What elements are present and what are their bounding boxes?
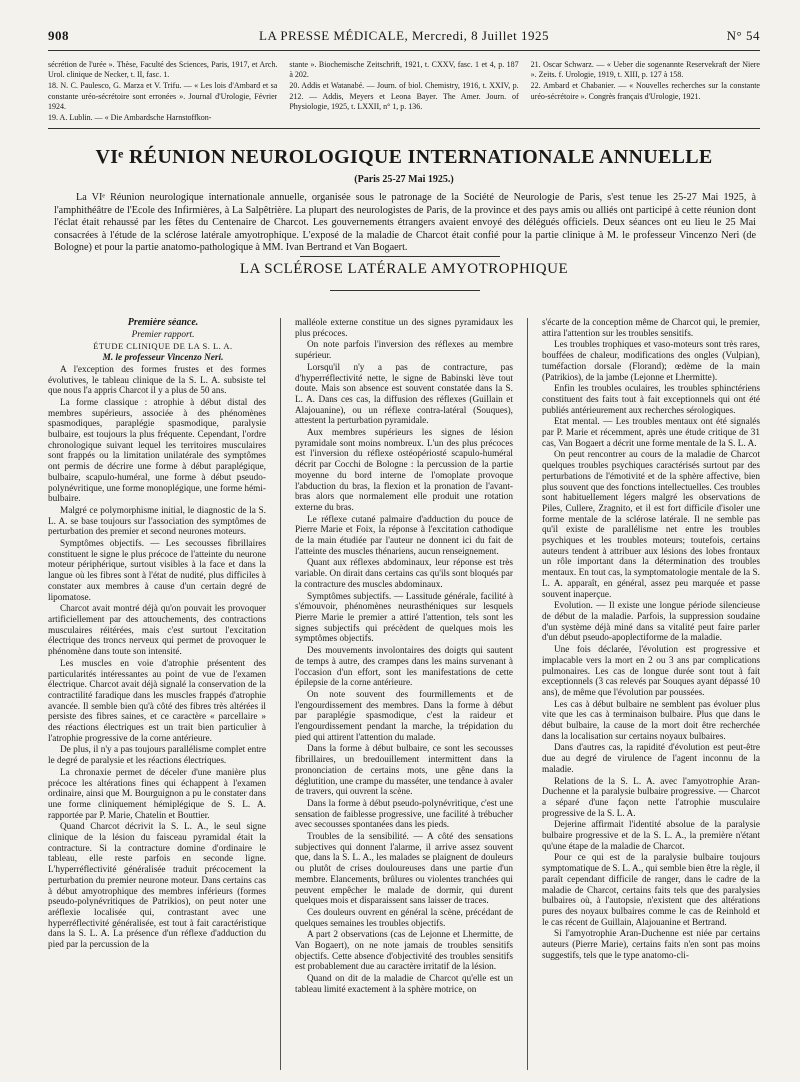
paragraph: Dans d'autres cas, la rapidité d'évolution est peut-être due au degré de virulence de l'agent inconnu de la maladie. [542, 743, 760, 775]
paragraph: Ces douleurs ouvrent en général la scène, précédant de quelques semaines les troubles objectifs. [295, 907, 513, 929]
rapport-heading: Premier rapport. [131, 329, 195, 340]
article-intro: La VIᵉ Réunion neurologique internationale annuelle, organisée sous le patronage de la Société de Neurologie de Paris, s'est tenue les 25-27 Mai 1925, à l'amphithéâtre de l'Ecole des Infirmières, à La Salpêtrière. La plupart des neurologistes de Paris, de la province et des pays amis ou alliés ont participé à cette réunion dont l'éclat était rehaussé par les fêtes du Centenaire de Charcot. Les gouvernements étrangers avaient envoyé des délégués officiels. Deux séances ont eu lieu le 25 Mai consacrées à l'étude de la sclérose latérale amyotrophique. L'exposé de la maladie de Charcot était confié pour la partie clinique à M. le professeur Vincenzo Neri (de Bologne) et pour la partie anatomo-pathologique à MM. Ivan Bertrand et Van Bogaert. [54, 192, 756, 254]
paragraph: Pour ce qui est de la paralysie bulbaire toujours symptomatique de S. L. A., qui semble bien être la règle, il paraît cependant difficile de ranger, dans le cadre de la maladie de Charcot, certains faits tels que des paralysies bulbaires où, à l'autopsie, n'existent que des altérations pures des noyaux bulbaires comme le cas de Reinhold et le cas récent de Guillain, Alajouanine et Bertrand. [542, 853, 760, 928]
paragraph: A l'exception des formes frustes et des formes évolutives, le tableau clinique de la S. L. A. subsiste tel que nous l'a appris Charcot il y a plus de 50 ans. [48, 364, 266, 397]
paragraph: Lorsqu'il n'y a pas de contracture, pas d'hyperréflectivité nette, le signe de Babinski lève tout doute. Mais son absence est souvent constatée dans la S. L. A. Dans ces cas, la diffusion des réflexes (Guillain et Alajouanine), ou un réflexe contra-latéral (Souques), attestent la perturbation pyramidale. [295, 362, 513, 427]
paragraph: Les muscles en voie d'atrophie présentent des particularités intéressantes au point de vue de l'examen électrique. Charcot avait déjà signalé la conservation de la contractilité faradique dans les muscles frappés d'atrophie avancée. Il semble bien qu'à côté des fibres très altérées il persiste des fibres saines, et ce caractère « parcellaire » des réactions électriques est un trait bien particulier à l'atrophie progressive de la corne antérieure. [48, 658, 266, 744]
references-col-1 [48, 60, 277, 122]
issue-number: N° 54 [726, 28, 760, 43]
paragraph: Symptômes objectifs. — Les secousses fibrillaires constituent le signe le plus précoce de l'atteinte du neurone moteur périphérique, surtout visibles à la face et dans la langue où les fibres sont à l'état de nudité, plus difficiles à constater aux membres à cause d'un certain degré de lipomatose. [48, 539, 266, 603]
references-col-2 [289, 60, 518, 122]
references-col-3 [531, 60, 760, 122]
paragraph: Une fois déclarée, l'évolution est progressive et implacable vers la mort en 2 ou 3 ans par complications pulmonaires. Les cas de longue durée sont tout à fait exceptionnels (3 cas relevés par Souques ayant dépassé 10 ans), de même que l'évolution par poussées. [542, 645, 760, 698]
article-title: VIᵉ RÉUNION NEUROLOGIQUE INTERNATIONALE ANNUELLE [95, 146, 713, 168]
paragraph: Charcot avait montré déjà qu'on pouvait les provoquer artificiellement par des attouchements, des contractions musculaires réitérées, mais c'est surtout l'excitation électrique des troncs nerveux qui permet de provoquer le phénomène dans toute son intensité. [48, 604, 266, 658]
paragraph: Relations de la S. L. A. avec l'amyotrophie Aran-Duchenne et la paralysie bulbaire progressive. — Charcot a séparé d'une façon nette l'atrophie musculaire progressive de la S. L. A. [542, 776, 760, 819]
paragraph: Quand on dit de la maladie de Charcot qu'elle est un tableau limité exactement à la sphère motrice, on [295, 974, 513, 995]
body-column-2 [295, 318, 513, 1070]
column-divider [280, 318, 281, 1070]
paragraph: Malgré ce polymorphisme initial, le diagnostic de la S. L. A. se base toujours sur l'association des symptômes de perturbation des premier et second neurones moteurs. [48, 505, 266, 538]
references-rule [48, 128, 760, 129]
paragraph: On note souvent des fourmillements et de l'engourdissement des membres. Dans la forme à début par paraplégie spasmodique, c'est la raideur et l'engourdissement pendant la marche, la trépidation du pied qui attirent l'attention du malade. [295, 689, 513, 743]
paragraph: De plus, il n'y a pas toujours parallélisme complet entre le degré de paralysie et les réactions électriques. [48, 745, 266, 767]
paragraph: A part 2 observations (cas de Lejonne et Lhermitte, de Van Bogaert), on ne note jamais de troubles sensitifs objectifs. Cette absence d'objectivité des troubles sensitifs est probablement due au caractère irritatif de la lésion. [295, 930, 513, 973]
body-column-1 [48, 318, 266, 1070]
paragraph: Evolution. — Il existe une longue période silencieuse de début de la maladie. Parfois, la suppression soudaine d'un système déjà miné dans sa vitalité peut faire parler d'un début pseudo-apoplectiforme de la maladie. [542, 601, 760, 644]
reference-item: 20. Addis et Watanabé. — Journ. of biol. Chemistry, 1916, t. XXIV, p. 212. — Addis, Meyers et Leona Bayer. The Amer. Journ. of Physiologie, 1925, t. LXXII, n° 1, p. 136. [289, 81, 519, 111]
paragraph: La chronaxie permet de déceler d'une manière plus précoce les altérations fines qui échappent à l'examen ordinaire, ainsi que M. Bourguignon a pu le constater dans une forme cliniquement hémiplégique de S. L. A. rapportée par P. Marie, Chatelin et Bouttier. [48, 767, 266, 821]
header-rule [48, 50, 760, 51]
paragraph: Si l'amyotrophie Aran-Duchenne est niée par certains auteurs (Pierre Marie), certains faits n'en sont pas moins suggestifs, tels que le type anatomo-cli- [542, 929, 760, 961]
page-number: 908 [48, 28, 69, 43]
paragraph: Des mouvements involontaires des doigts qui sautent de temps à autre, des crampes dans les mains survenant à l'occasion d'un effort, sont les manifestations de cette épilepsie de la corne antérieure. [295, 646, 513, 689]
reference-item: stante ». Biochemische Zeitschrift, 1921, t. CXXV, fasc. 1 et 4, p. 187 à 202. [289, 60, 519, 80]
reference-item: 18. N. C. Paulesco, G. Marza et V. Trifu. — « Les lois d'Ambard et sa constante uréo-sécrétoire sont erronées ». Journal d'Urologie, Février 1924. [48, 81, 278, 111]
paragraph: Dans la forme à début bulbaire, ce sont les secousses fibrillaires, un bredouillement intermittent dans la prononciation de certains mots, une gêne dans la déglutition, une crampe du masséter, une tendance à avaler de travers, qui ouvrent la scène. [295, 744, 513, 798]
paragraph: s'écarte de la conception même de Charcot qui, le premier, attira l'attention sur les troubles sensitifs. [542, 318, 760, 339]
section-rule-bottom [330, 290, 480, 291]
paragraph: Troubles de la sensibilité. — A côté des sensations subjectives qui donnent l'alarme, il arrive assez souvent que, dans la S. L. A., les malades se plaignent de douleurs ou plutôt de crises douloureuses dans une partie d'un membre. Elancements, brûlures ou violentes tranchées qui peuvent empêcher le malade de dormir, qui durent quelques mois et disparaissent sans laisser de traces. [295, 832, 513, 907]
running-head [48, 28, 760, 48]
paragraph: Aux membres supérieurs les signes de lésion pyramidale sont moins nombreux. L'un des plus précoces est l'inversion du réflexe ostéopériosté scapulo-huméral décrit par Cocchi de Bologne : la percussion de la partie moyenne du bord interne de l'omoplate provoque l'abduction du bras, la flexion et la pronation de l'avant-bras alors que normalement elle produit une rotation externe du bras. [295, 428, 513, 513]
paragraph: Les troubles trophiques et vaso-moteurs sont très rares, bouffées de chaleur, modifications des ongles (Vulpian), tuméfaction dorsale (Florand); œdème de la main (Patrikios), de la jambe (Lejonne et Lhermitte). [542, 340, 760, 383]
paragraph: Les cas à début bulbaire ne semblent pas évoluer plus vite que les cas à terminaison bulbaire. Plus que dans le début bulbaire, la cause de la mort doit être recherchée dans la localisation sur certains noyaux bulbaires. [542, 699, 760, 742]
section-title: LA SCLÉROSE LATÉRALE AMYOTROPHIQUE [239, 261, 569, 277]
article-dates: (Paris 25-27 Mai 1925.) [354, 174, 454, 185]
paragraph: Dans la forme à début pseudo-polynévritique, c'est une sensation de faiblesse progressive, une facilité à trébucher avec secousses spontanées dans les pieds. [295, 798, 513, 831]
paragraph: Quand Charcot décrivit la S. L. A., le seul signe clinique de la lésion du faisceau pyramidal était la contracture. Si la contracture domine d'ordinaire le tableau, elle reste parfois en seconde ligne. L'hyperréflectivité généralisée traduit précocement la perturbation du premier neurone moteur. Dans certains cas à début amyotrophique des membres inférieurs (formes pseudo-polynévritiques de Patrikios), on peut noter une aréflexie localisée qui, contrastant avec une hyperréflectivité généralisée, est tout à fait caractéristique dans la S. L. A. La présence d'un réflexe d'adduction du pied par la percussion de la [48, 822, 266, 951]
journal-title: LA PRESSE MÉDICALE, Mercredi, 8 Juillet 1925 [259, 28, 549, 43]
article-body [48, 318, 760, 1070]
section-rule [300, 256, 500, 257]
paragraph: Symptômes subjectifs. — Lassitude générale, facilité à s'émouvoir, phénomènes neurasthéniques sur lesquels Pierre Marie le premier a attiré l'attention, tels sont les signes subjectifs qui précèdent de quelques mois les symptômes objectifs. [295, 591, 513, 645]
reference-item: 19. A. Lublin. — « Die Ambardsche Harnstoffkon- [48, 113, 212, 122]
paragraph: Enfin les troubles oculaires, les troubles sphinctériens constituent des faits tout à fait exceptionnels qui ont été publiés antérieurement aux recherches sérologiques. [542, 384, 760, 416]
paragraph: Le réflexe cutané palmaire d'adduction du pouce de Pierre Marie et Foix, la réponse à l'excitation cathodique de la main étudiée par l'auteur ne donnent ici du fait de l'atteinte des muscles thénariens, aucun renseignement. [295, 514, 513, 557]
column-divider [527, 318, 528, 1070]
etude-heading: ÉTUDE CLINIQUE DE LA S. L. A. [93, 341, 233, 352]
seance-heading: Première séance. [127, 318, 199, 328]
reference-item: 22. Ambard et Chabanier. — « Nouvelles recherches sur la constante uréo-sécrétoire ». Congrès français d'Urologie, 1921. [530, 81, 760, 101]
reference-item: sécrétion de l'urée ». Thèse, Faculté des Sciences, Paris, 1917, et Arch. Urol. clinique de Necker, t. II, fasc. 1. [48, 60, 278, 80]
paragraph: Etat mental. — Les troubles mentaux ont été signalés par P. Marie et récemment, après une étude critique de 31 cas, Van Bogaert a décrit une forme mentale de la S. L. A. [542, 417, 760, 449]
paragraph: Quant aux réflexes abdominaux, leur réponse est très variable. On dirait dans certains cas qu'ils sont bloqués par la contracture des muscles abdominaux. [295, 558, 513, 590]
paragraph: La forme classique : atrophie à début distal des membres supérieurs, associée à des phénomènes spasmodiques, paraplégie spasmodique, paralysie bulbaire, est toujours la plus fréquente. Cependant, l'ordre chronologique suivant lequel les territoires musculaires sont frappés ou la limitation unilatérale des symptômes ont permis de décrire une forme à début paraplégique, bulbaire, scapulo-huméral, une forme à début pseudo-polynévritique, une forme monoplégique, une forme hémi-bulbaire. [48, 397, 266, 505]
paragraph: On peut rencontrer au cours de la maladie de Charcot quelques troubles psychiques caractérisés surtout par des perturbations de l'émotivité et de la sphère affective, bien plus souvent que des fonctions intellectuelles. Ces troubles sont habituellement légers malgré les observations de Piles, Cullere, Zragnito, et il est fort difficile d'isoler une forme mentale de la sclérose latérale. Il ne semble pas qu'il existe de parallélisme net entre les troubles psychiques et les troubles moteurs; toutefois, certains auteurs tendent à attribuer aux lésions des lobes frontaux un rôle important dans la détermination des troubles mentaux. En tout cas, la symptomatologie mentale de la S. L. A. apparaît, en général, assez peu marquée et passe souvent inaperçue. [542, 450, 760, 600]
paragraph: malléole externe constitue un des signes pyramidaux les plus précoces. [295, 318, 513, 339]
author-line: M. le professeur Vincenzo Neri. [102, 353, 224, 364]
paragraph: On note parfois l'inversion des réflexes au membre supérieur. [295, 340, 513, 362]
references-block [48, 60, 760, 122]
paragraph: Dejerine affirmait l'identité absolue de la paralysie bulbaire progressive et de la S. L. A., la première n'étant qu'une étape de la maladie de Charcot. [542, 820, 760, 852]
body-column-3 [542, 318, 760, 1070]
reference-item: 21. Oscar Schwarz. — « Ueber die sogenannte Reservekraft der Niere ». Zeits. f. Urologie, 1919, t. XIII, p. 127 à 158. [530, 60, 760, 80]
